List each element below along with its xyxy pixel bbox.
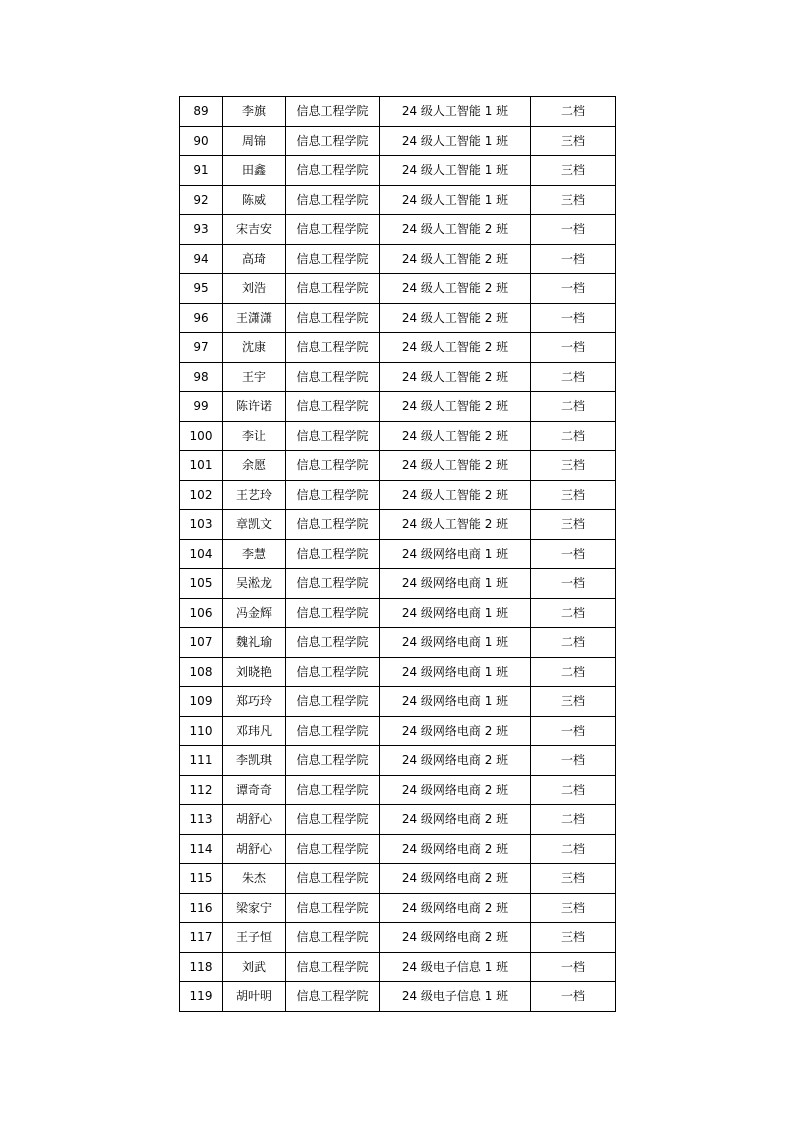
student-grade-table — [179, 96, 616, 1012]
college-cell: 信息工程学院 — [286, 480, 380, 510]
row-number-cell: 111 — [180, 746, 223, 776]
table-row — [180, 97, 616, 127]
college-cell: 信息工程学院 — [286, 687, 380, 717]
college-cell: 信息工程学院 — [286, 923, 380, 953]
class-cell: 24 级网络电商 2 班 — [380, 893, 531, 923]
class-cell: 24 级人工智能 2 班 — [380, 303, 531, 333]
class-cell: 24 级电子信息 1 班 — [380, 982, 531, 1012]
table-row — [180, 126, 616, 156]
student-name-cell: 李让 — [223, 421, 286, 451]
grade-level-cell: 三档 — [531, 185, 616, 215]
class-cell: 24 级电子信息 1 班 — [380, 952, 531, 982]
grade-level-cell: 二档 — [531, 775, 616, 805]
row-number-cell: 95 — [180, 274, 223, 304]
class-cell: 24 级人工智能 2 班 — [380, 510, 531, 540]
class-cell: 24 级人工智能 2 班 — [380, 451, 531, 481]
table-row — [180, 982, 616, 1012]
class-cell: 24 级人工智能 2 班 — [380, 333, 531, 363]
grade-level-cell: 三档 — [531, 510, 616, 540]
row-number-cell: 98 — [180, 362, 223, 392]
table-row — [180, 303, 616, 333]
student-name-cell: 刘武 — [223, 952, 286, 982]
college-cell: 信息工程学院 — [286, 952, 380, 982]
row-number-cell: 103 — [180, 510, 223, 540]
grade-level-cell: 三档 — [531, 864, 616, 894]
grade-level-cell: 三档 — [531, 480, 616, 510]
class-cell: 24 级网络电商 2 班 — [380, 805, 531, 835]
student-name-cell: 李旗 — [223, 97, 286, 127]
table-row — [180, 657, 616, 687]
table-row — [180, 952, 616, 982]
table-row — [180, 451, 616, 481]
college-cell: 信息工程学院 — [286, 451, 380, 481]
grade-level-cell: 一档 — [531, 746, 616, 776]
class-cell: 24 级人工智能 2 班 — [380, 421, 531, 451]
grade-level-cell: 二档 — [531, 628, 616, 658]
table-row — [180, 687, 616, 717]
table-row — [180, 185, 616, 215]
class-cell: 24 级网络电商 1 班 — [380, 687, 531, 717]
table-row — [180, 215, 616, 245]
table-row — [180, 775, 616, 805]
grade-level-cell: 一档 — [531, 539, 616, 569]
student-name-cell: 王潇潇 — [223, 303, 286, 333]
row-number-cell: 119 — [180, 982, 223, 1012]
table-row — [180, 333, 616, 363]
grade-level-cell: 一档 — [531, 982, 616, 1012]
student-name-cell: 刘浩 — [223, 274, 286, 304]
table-row — [180, 864, 616, 894]
table-row — [180, 834, 616, 864]
grade-level-cell: 一档 — [531, 274, 616, 304]
grade-level-cell: 一档 — [531, 952, 616, 982]
row-number-cell: 113 — [180, 805, 223, 835]
grade-level-cell: 一档 — [531, 716, 616, 746]
college-cell: 信息工程学院 — [286, 126, 380, 156]
college-cell: 信息工程学院 — [286, 893, 380, 923]
table-row — [180, 628, 616, 658]
student-name-cell: 田鑫 — [223, 156, 286, 186]
row-number-cell: 116 — [180, 893, 223, 923]
student-name-cell: 胡舒心 — [223, 834, 286, 864]
class-cell: 24 级网络电商 2 班 — [380, 746, 531, 776]
class-cell: 24 级人工智能 1 班 — [380, 97, 531, 127]
college-cell: 信息工程学院 — [286, 982, 380, 1012]
table-row — [180, 539, 616, 569]
college-cell: 信息工程学院 — [286, 834, 380, 864]
table-row — [180, 156, 616, 186]
college-cell: 信息工程学院 — [286, 274, 380, 304]
row-number-cell: 96 — [180, 303, 223, 333]
table-row — [180, 923, 616, 953]
table-row — [180, 421, 616, 451]
student-name-cell: 周锦 — [223, 126, 286, 156]
college-cell: 信息工程学院 — [286, 156, 380, 186]
table-row — [180, 716, 616, 746]
student-name-cell: 李慧 — [223, 539, 286, 569]
class-cell: 24 级网络电商 1 班 — [380, 539, 531, 569]
student-name-cell: 陈威 — [223, 185, 286, 215]
table-row — [180, 569, 616, 599]
class-cell: 24 级网络电商 2 班 — [380, 834, 531, 864]
class-cell: 24 级网络电商 1 班 — [380, 598, 531, 628]
college-cell: 信息工程学院 — [286, 215, 380, 245]
class-cell: 24 级人工智能 1 班 — [380, 126, 531, 156]
grade-level-cell: 三档 — [531, 893, 616, 923]
college-cell: 信息工程学院 — [286, 421, 380, 451]
table-row — [180, 598, 616, 628]
student-name-cell: 王宇 — [223, 362, 286, 392]
row-number-cell: 104 — [180, 539, 223, 569]
row-number-cell: 99 — [180, 392, 223, 422]
college-cell: 信息工程学院 — [286, 628, 380, 658]
college-cell: 信息工程学院 — [286, 746, 380, 776]
row-number-cell: 117 — [180, 923, 223, 953]
college-cell: 信息工程学院 — [286, 333, 380, 363]
class-cell: 24 级网络电商 2 班 — [380, 775, 531, 805]
grade-level-cell: 一档 — [531, 215, 616, 245]
college-cell: 信息工程学院 — [286, 805, 380, 835]
row-number-cell: 108 — [180, 657, 223, 687]
college-cell: 信息工程学院 — [286, 775, 380, 805]
class-cell: 24 级网络电商 2 班 — [380, 923, 531, 953]
grade-level-cell: 三档 — [531, 126, 616, 156]
grade-level-cell: 二档 — [531, 657, 616, 687]
college-cell: 信息工程学院 — [286, 244, 380, 274]
student-name-cell: 王艺玲 — [223, 480, 286, 510]
student-name-cell: 魏礼瑜 — [223, 628, 286, 658]
student-name-cell: 谭奇奇 — [223, 775, 286, 805]
student-name-cell: 沈康 — [223, 333, 286, 363]
row-number-cell: 100 — [180, 421, 223, 451]
grade-level-cell: 二档 — [531, 834, 616, 864]
row-number-cell: 89 — [180, 97, 223, 127]
student-name-cell: 高琦 — [223, 244, 286, 274]
row-number-cell: 91 — [180, 156, 223, 186]
student-name-cell: 梁家宁 — [223, 893, 286, 923]
class-cell: 24 级网络电商 1 班 — [380, 569, 531, 599]
class-cell: 24 级人工智能 1 班 — [380, 156, 531, 186]
class-cell: 24 级网络电商 2 班 — [380, 864, 531, 894]
row-number-cell: 101 — [180, 451, 223, 481]
grade-level-cell: 一档 — [531, 244, 616, 274]
grade-level-cell: 二档 — [531, 598, 616, 628]
grade-level-cell: 三档 — [531, 687, 616, 717]
table-row — [180, 480, 616, 510]
table-body — [180, 97, 616, 1012]
class-cell: 24 级人工智能 2 班 — [380, 244, 531, 274]
grade-level-cell: 一档 — [531, 303, 616, 333]
grade-level-cell: 三档 — [531, 451, 616, 481]
class-cell: 24 级人工智能 2 班 — [380, 392, 531, 422]
grade-level-cell: 二档 — [531, 805, 616, 835]
row-number-cell: 118 — [180, 952, 223, 982]
student-name-cell: 陈许诺 — [223, 392, 286, 422]
row-number-cell: 93 — [180, 215, 223, 245]
class-cell: 24 级网络电商 2 班 — [380, 716, 531, 746]
row-number-cell: 112 — [180, 775, 223, 805]
row-number-cell: 107 — [180, 628, 223, 658]
college-cell: 信息工程学院 — [286, 303, 380, 333]
row-number-cell: 110 — [180, 716, 223, 746]
college-cell: 信息工程学院 — [286, 185, 380, 215]
college-cell: 信息工程学院 — [286, 569, 380, 599]
college-cell: 信息工程学院 — [286, 539, 380, 569]
college-cell: 信息工程学院 — [286, 97, 380, 127]
grade-level-cell: 二档 — [531, 392, 616, 422]
college-cell: 信息工程学院 — [286, 510, 380, 540]
student-name-cell: 李凯琪 — [223, 746, 286, 776]
row-number-cell: 114 — [180, 834, 223, 864]
student-name-cell: 吴淞龙 — [223, 569, 286, 599]
class-cell: 24 级人工智能 2 班 — [380, 215, 531, 245]
class-cell: 24 级人工智能 2 班 — [380, 362, 531, 392]
grade-level-cell: 一档 — [531, 569, 616, 599]
student-name-cell: 冯金辉 — [223, 598, 286, 628]
college-cell: 信息工程学院 — [286, 864, 380, 894]
table-row — [180, 510, 616, 540]
student-name-cell: 胡叶明 — [223, 982, 286, 1012]
college-cell: 信息工程学院 — [286, 657, 380, 687]
row-number-cell: 109 — [180, 687, 223, 717]
grade-level-cell: 二档 — [531, 421, 616, 451]
student-name-cell: 余愿 — [223, 451, 286, 481]
row-number-cell: 115 — [180, 864, 223, 894]
class-cell: 24 级网络电商 1 班 — [380, 657, 531, 687]
grade-level-cell: 三档 — [531, 923, 616, 953]
class-cell: 24 级人工智能 2 班 — [380, 480, 531, 510]
row-number-cell: 92 — [180, 185, 223, 215]
row-number-cell: 90 — [180, 126, 223, 156]
student-name-cell: 宋吉安 — [223, 215, 286, 245]
table-row — [180, 805, 616, 835]
grade-level-cell: 二档 — [531, 97, 616, 127]
row-number-cell: 106 — [180, 598, 223, 628]
class-cell: 24 级网络电商 1 班 — [380, 628, 531, 658]
table-row — [180, 244, 616, 274]
row-number-cell: 94 — [180, 244, 223, 274]
class-cell: 24 级人工智能 1 班 — [380, 185, 531, 215]
college-cell: 信息工程学院 — [286, 598, 380, 628]
class-cell: 24 级人工智能 2 班 — [380, 274, 531, 304]
table-row — [180, 392, 616, 422]
grade-level-cell: 二档 — [531, 362, 616, 392]
table-row — [180, 362, 616, 392]
student-name-cell: 章凯文 — [223, 510, 286, 540]
table-row — [180, 746, 616, 776]
college-cell: 信息工程学院 — [286, 362, 380, 392]
grade-level-cell: 一档 — [531, 333, 616, 363]
row-number-cell: 102 — [180, 480, 223, 510]
college-cell: 信息工程学院 — [286, 392, 380, 422]
student-name-cell: 朱杰 — [223, 864, 286, 894]
student-name-cell: 郑巧玲 — [223, 687, 286, 717]
student-name-cell: 胡舒心 — [223, 805, 286, 835]
student-name-cell: 刘晓艳 — [223, 657, 286, 687]
table-row — [180, 274, 616, 304]
row-number-cell: 105 — [180, 569, 223, 599]
college-cell: 信息工程学院 — [286, 716, 380, 746]
table-row — [180, 893, 616, 923]
grade-level-cell: 三档 — [531, 156, 616, 186]
student-name-cell: 王子恒 — [223, 923, 286, 953]
student-name-cell: 邓玮凡 — [223, 716, 286, 746]
row-number-cell: 97 — [180, 333, 223, 363]
